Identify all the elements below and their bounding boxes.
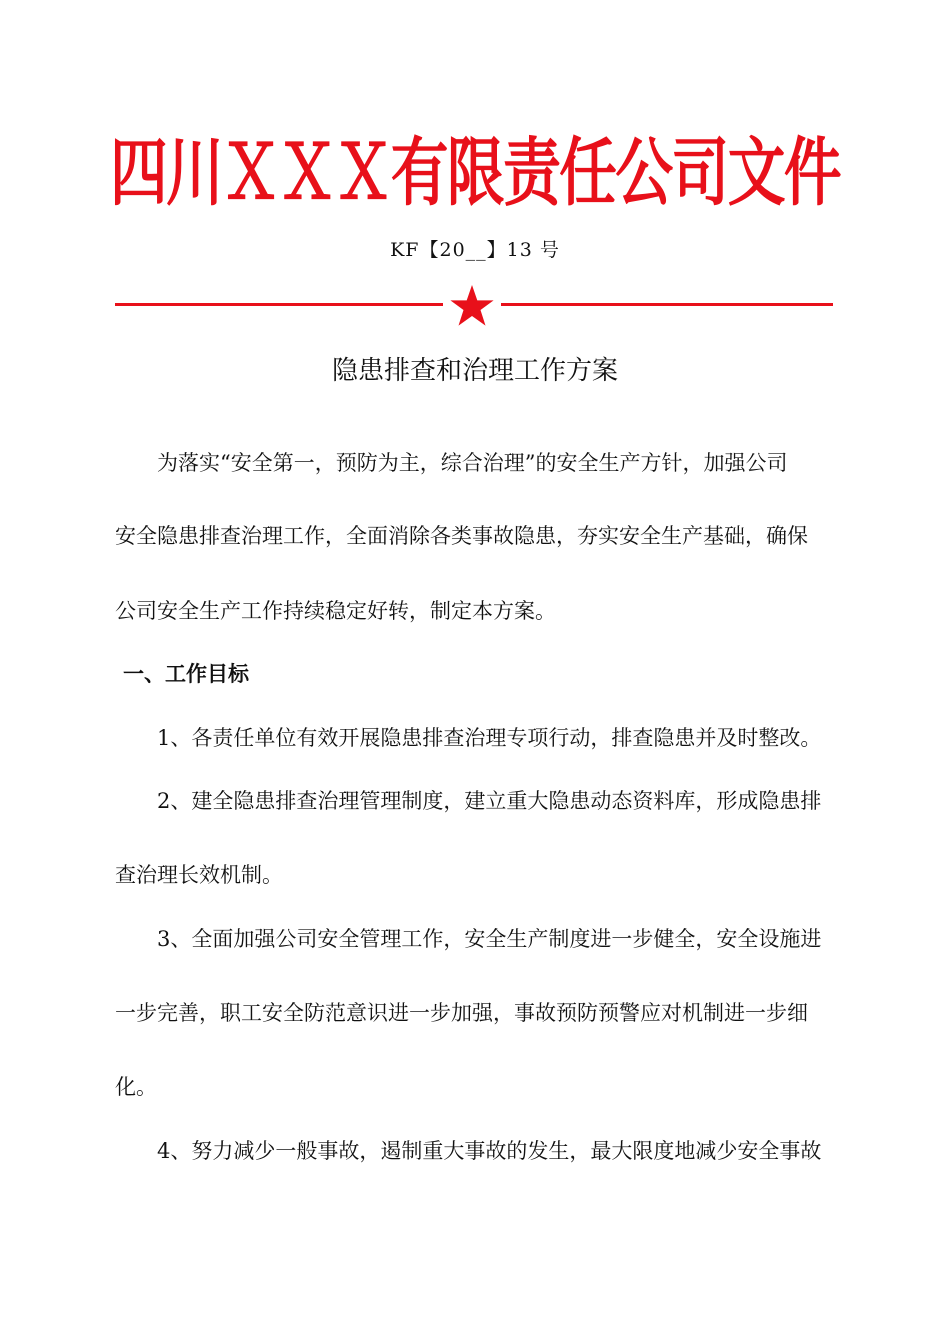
- body-line: 3、全面加强公司安全管理工作，安全生产制度进一步健全，安全设施进: [115, 927, 822, 951]
- body-line: 4、努力减少一般事故，遏制重大事故的发生，最大限度地减少安全事故: [115, 1139, 822, 1163]
- divider-line-right: [501, 303, 833, 306]
- body-line: 查治理长效机制。: [115, 863, 283, 887]
- red-star-icon: [449, 283, 495, 329]
- body-line: 2、建全隐患排查治理管理制度，建立重大隐患动态资料库，形成隐患排: [115, 789, 822, 813]
- body-line: 为落实“安全第一，预防为主，综合治理”的安全生产方针，加强公司: [115, 451, 788, 475]
- red-header-title: 四川ＸＸＸ有限责任公司文件: [109, 130, 841, 216]
- divider-line-left: [115, 303, 443, 306]
- document-number: KF【20__】13 号: [390, 239, 560, 261]
- body-line: 公司安全生产工作持续稳定好转，制定本方案。: [115, 599, 556, 623]
- red-divider: [115, 283, 833, 329]
- document-title: 隐患排查和治理工作方案: [331, 356, 618, 386]
- section-heading: 一、工作目标: [123, 662, 249, 686]
- body-line: 安全隐患排查治理工作，全面消除各类事故隐患，夯实安全生产基础，确保: [115, 524, 808, 548]
- body-line: 一步完善，职工安全防范意识进一步加强，事故预防预警应对机制进一步细: [115, 1001, 808, 1025]
- body-line: 化。: [115, 1075, 157, 1099]
- body-line: 1、各责任单位有效开展隐患排查治理专项行动，排查隐患并及时整改。: [115, 726, 822, 750]
